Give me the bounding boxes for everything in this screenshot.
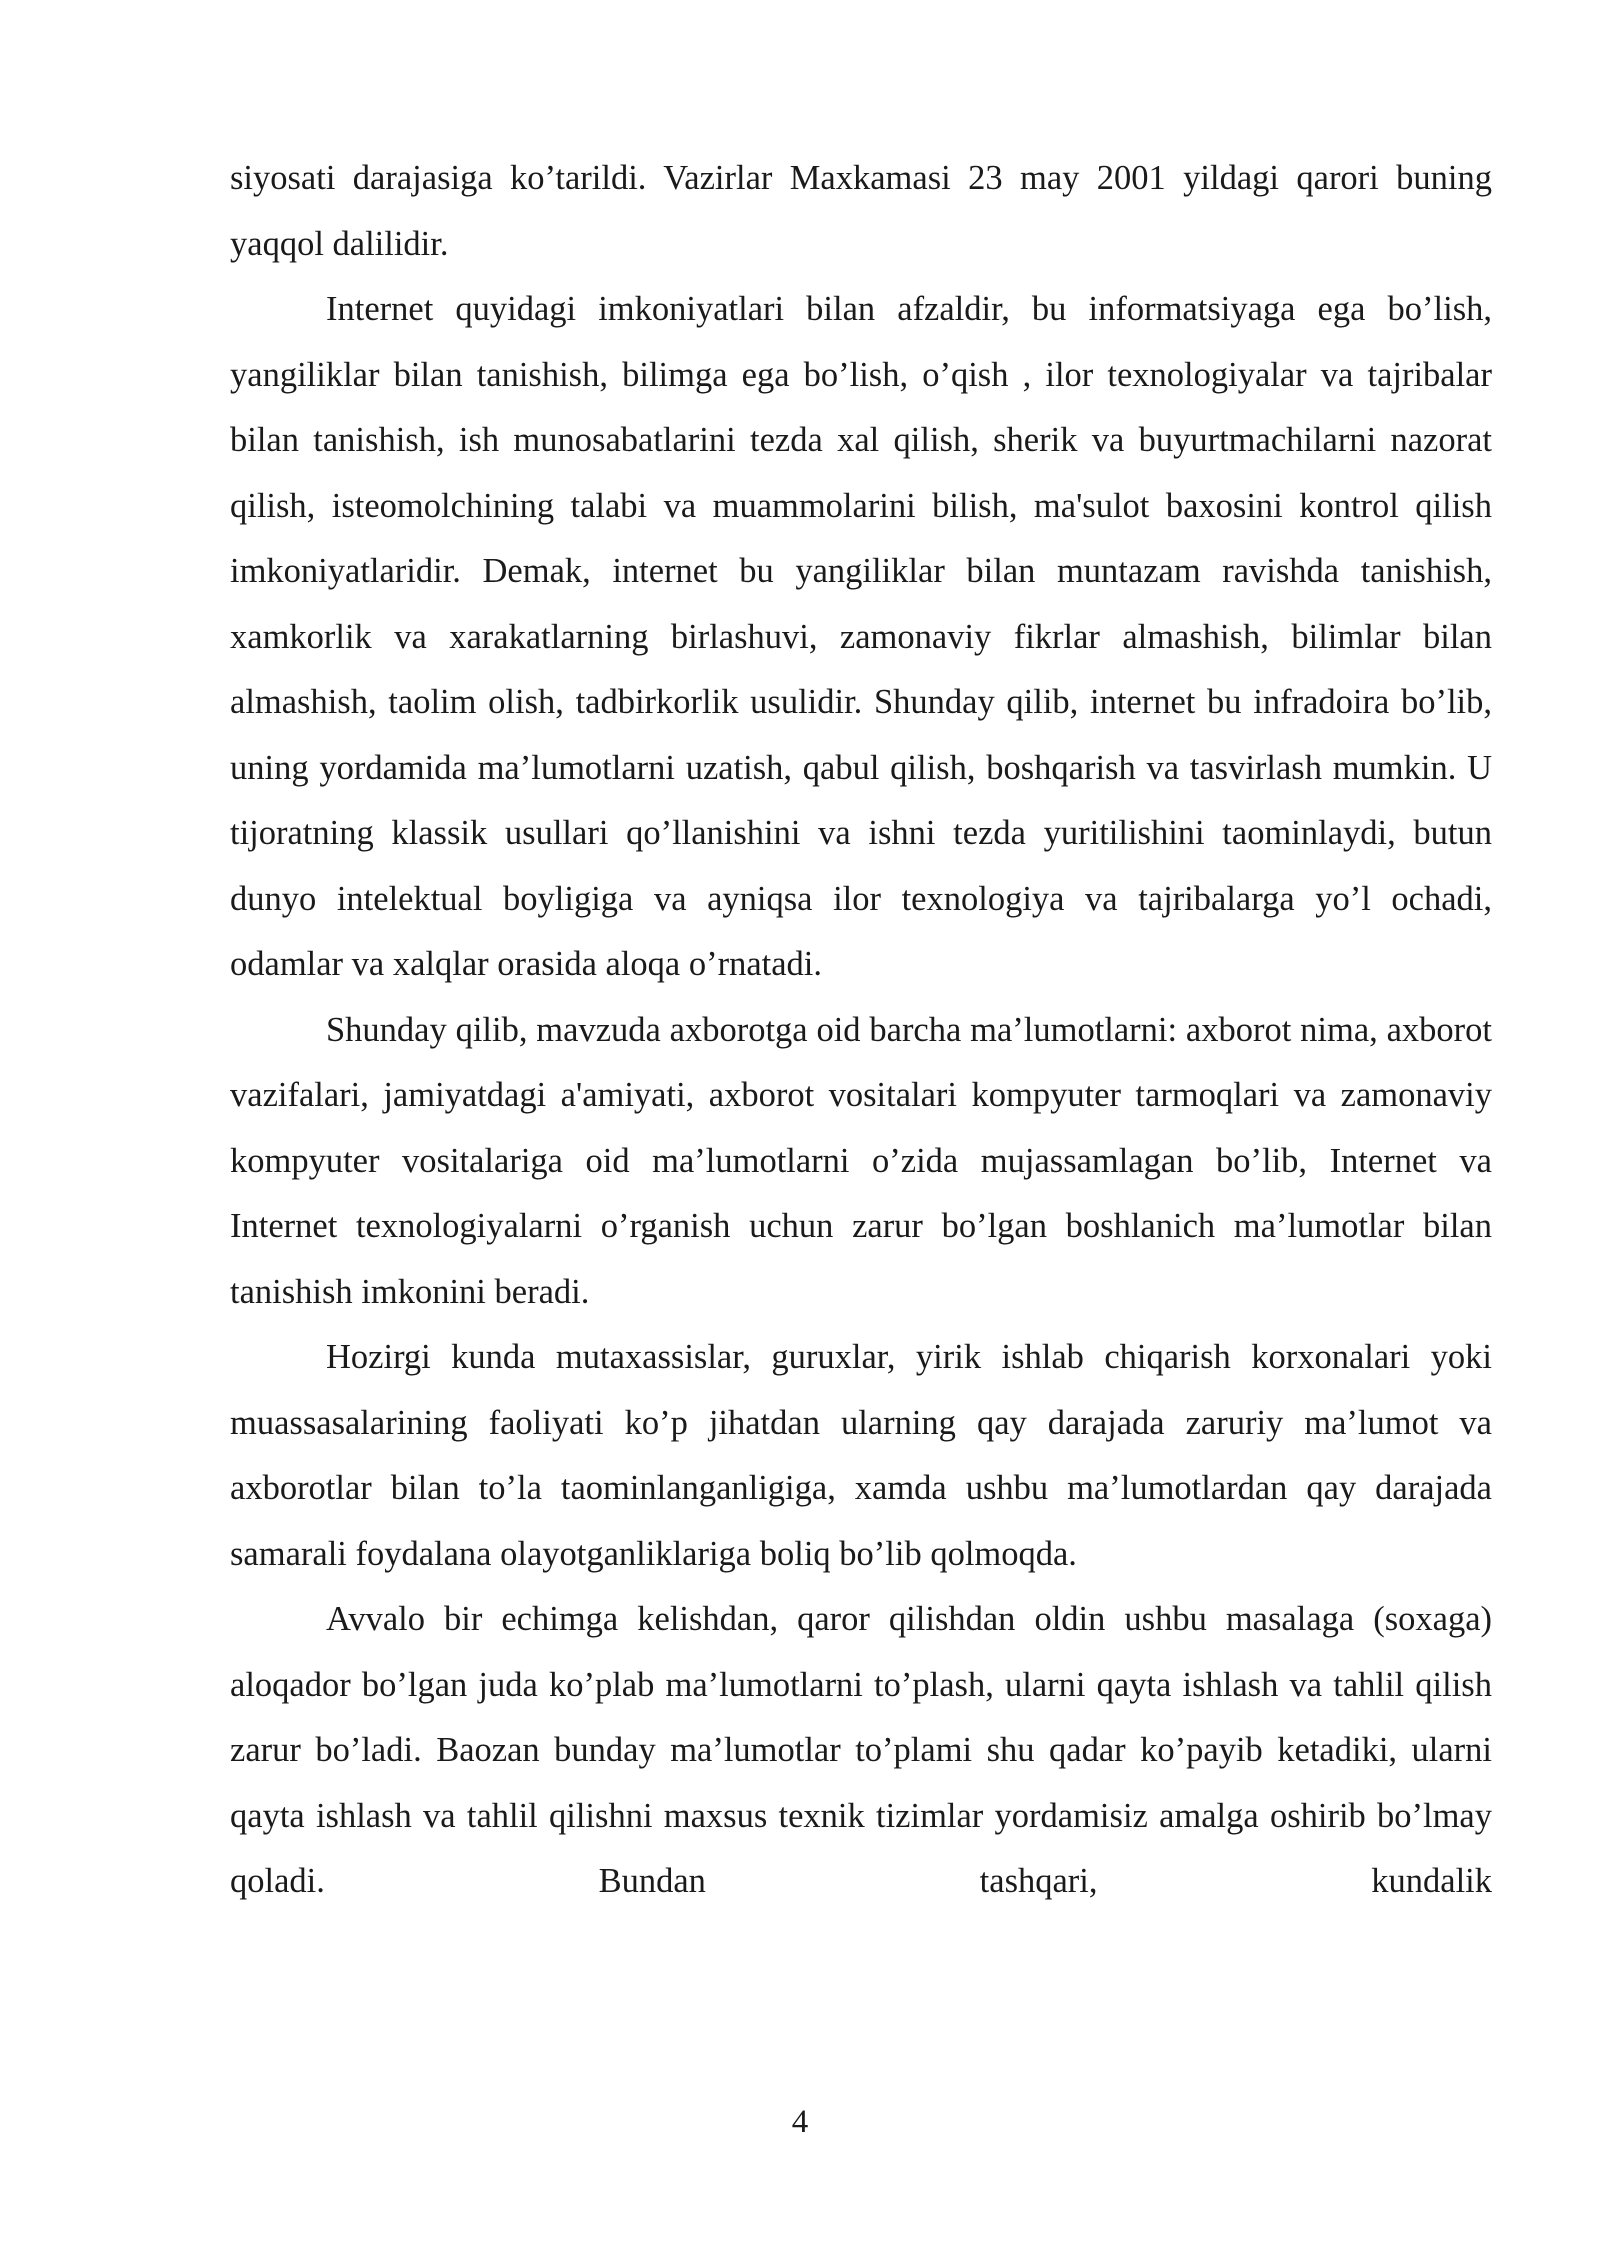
paragraph-2: Internet quyidagi imkoniyatlari bilan afzaldir, bu informatsiyaga ega bo’lish, yangiliklar bilan tanishish, bilimga ega bo’lish, o’qish , ilor texnologiyalar va tajribalar bilan tanishish, ish munosabatlarini tezda xal qilish, sherik va buyurtmachilarni nazorat qilish, isteomolchining talabi va muammolarini bilish, ma'sulot baxosini kontrol qilish imkoniyatlaridir. Demak, internet bu yangiliklar bilan muntazam ravishda tanishish, xamkorlik va xarakatlarning birlashuvi, zamonaviy fikrlar almashish, bilimlar bilan almashish, taolim olish, tadbirkorlik usulidir. Shunday qilib, internet bu infradoira bo’lib, uning yordamida ma’lumotlarni uzatish, qabul qilish, boshqarish va tasvirlash mumkin. U tijoratning klassik usullari qo’llanishini va ishni tezda yuritilishini taominlaydi, butun dunyo intelektual boyligiga va ayniqsa ilor texnologiya va tajribalarga yo’l ochadi, odamlar va xalqlar orasida aloqa o’rnatadi.: [230, 290, 1492, 983]
paragraph-3: Shunday qilib, mavzuda axborotga oid barcha ma’lumotlarni: axborot nima, axborot vazifalari, jamiyatdagi a'amiyati, axborot vositalari kompyuter tarmoqlari va zamonaviy kompyuter vositalariga oid ma’lumotlarni o’zida mujassamlagan bo’lib, Internet va Internet texnologiyalarni o’rganish uchun zarur bo’lgan boshlanich ma’lumotlar bilan tanishish imkonini beradi.: [230, 1010, 1492, 1311]
paragraph-4: Hozirgi kunda mutaxassislar, guruxlar, yirik ishlab chiqarish korxonalari yoki muassasalarining faoliyati ko’p jihatdan ularning qay darajada zaruriy ma’lumot va axborotlar bilan to’la taominlanganligiga, xamda ushbu ma’lumotlardan qay darajada samarali foydalana olayotganliklariga boliq bo’lib qolmoqda.: [230, 1338, 1492, 1573]
paragraph-1: siyosati darajasiga ko’tarildi. Vazirlar Maxkamasi 23 may 2001 yildagi qarori buning yaqqol dalilidir.: [230, 159, 1492, 263]
page-number: 4: [791, 2104, 809, 2140]
paragraph-5: Avvalo bir echimga kelishdan, qaror qilishdan oldin ushbu masalaga (soxaga) aloqador bo’lgan juda ko’plab ma’lumotlarni to’plash, ularni qayta ishlash va tahlil qilish zarur bo’ladi. Baozan bunday ma’lumotlar to’plami shu qadar ko’payib ketadiki, ularni qayta ishlash va tahlil qilishni maxsus texnik tizimlar yordamisiz amalga oshirib bo’lmay qoladi. Bundan tashqari, kundalik: [230, 1600, 1492, 1900]
document-page: [230, 146, 1492, 1915]
